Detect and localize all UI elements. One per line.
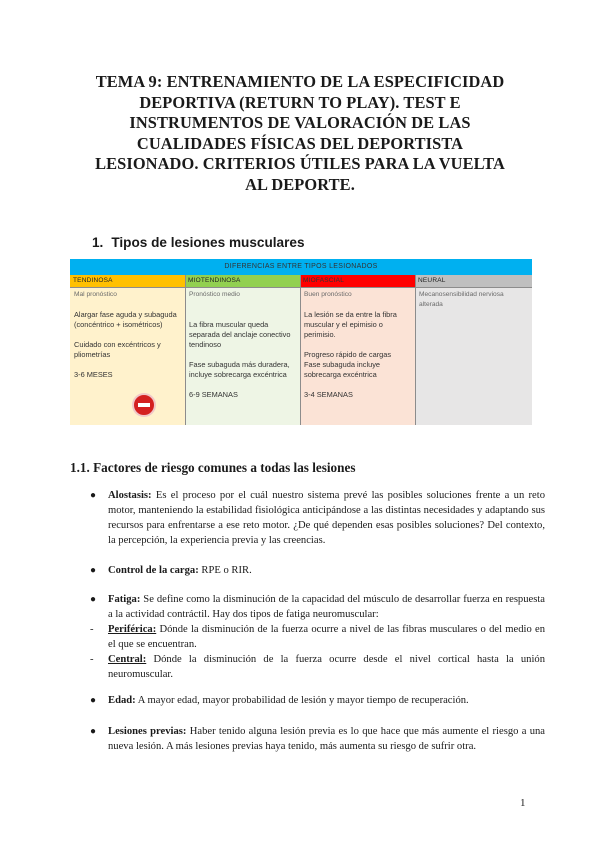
sub-item-term: Central: bbox=[108, 654, 147, 665]
bullet-icon: ● bbox=[90, 726, 97, 737]
list-item bbox=[90, 488, 545, 548]
bullet-icon: ● bbox=[90, 594, 97, 605]
bullet-icon: ● bbox=[90, 565, 97, 576]
page-title bbox=[70, 72, 530, 196]
section-title: Tipos de lesiones musculares bbox=[111, 235, 305, 250]
page-number: 1 bbox=[520, 797, 526, 809]
sub-item bbox=[90, 652, 545, 682]
title-line: LESIONADO. CRITERIOS ÚTILES PARA LA VUELTA bbox=[95, 154, 505, 174]
column-subtitle: Mal pronóstico bbox=[74, 291, 117, 298]
item-text: A mayor edad, mayor probabilidad de lesión y mayor tiempo de recuperación. bbox=[135, 695, 469, 706]
column-line: La fibra muscular queda separada del anclaje conectivo tendinoso bbox=[189, 320, 291, 349]
column-line: Cuidado con excéntricos y pliometrías bbox=[74, 340, 161, 359]
item-text: Se define como la disminución de la capacidad del músculo de desarrollar fuerza en respuesta a la actividad contráctil. Hay dos tipos de fatiga neuromuscular: bbox=[108, 594, 545, 620]
sub-item-term: Periférica: bbox=[108, 624, 157, 635]
no-entry-icon bbox=[132, 393, 156, 417]
item-term: Control de la carga: bbox=[108, 565, 199, 576]
column-body bbox=[415, 287, 532, 425]
list-item bbox=[90, 724, 545, 754]
item-term: Edad: bbox=[108, 695, 136, 706]
lesion-types-table bbox=[70, 259, 532, 425]
column-line: 3-6 MESES bbox=[74, 370, 113, 379]
title-line: TEMA 9: ENTRENAMIENTO DE LA ESPECIFICIDAD bbox=[95, 72, 505, 91]
item-term: Fatiga: bbox=[108, 594, 141, 605]
table-divider bbox=[185, 275, 186, 425]
column-neural bbox=[415, 275, 532, 425]
column-header: NEURAL bbox=[415, 275, 532, 287]
column-miofascial bbox=[300, 275, 415, 425]
dash-icon: - bbox=[90, 624, 94, 635]
item-term: Lesiones previas: bbox=[108, 726, 187, 737]
item-term: Alostasis: bbox=[108, 490, 152, 501]
column-line: Alargar fase aguda y subaguda (concéntrico + isométricos) bbox=[74, 310, 177, 329]
table-divider bbox=[70, 287, 532, 288]
column-line: 3-4 SEMANAS bbox=[304, 390, 353, 399]
column-body bbox=[300, 287, 415, 425]
title-line: AL DEPORTE. bbox=[245, 174, 355, 194]
column-line: Mecanosensibilidad nerviosa alterada bbox=[419, 291, 504, 308]
list-item bbox=[90, 693, 545, 708]
bullet-icon: ● bbox=[90, 695, 97, 706]
column-tendinosa bbox=[70, 275, 185, 425]
column-header: TENDINOSA bbox=[70, 275, 185, 287]
column-line: Fase subaguda incluye sobrecarga excéntrica bbox=[304, 360, 381, 379]
item-text: RPE o RIR. bbox=[198, 565, 252, 576]
column-miotendinosa bbox=[185, 275, 300, 425]
title-line: CUALIDADES FÍSICAS DEL DEPORTISTA bbox=[136, 133, 464, 153]
column-subtitle: Buen pronóstico bbox=[304, 291, 352, 298]
column-header: MIOFASCIAL bbox=[300, 275, 415, 287]
table-banner: DIFERENCIAS ENTRE TIPOS LESIONADOS bbox=[70, 259, 532, 275]
title-line: INSTRUMENTOS DE VALORACIÓN DE LAS bbox=[129, 113, 471, 133]
column-line: La lesión se da entre la fibra muscular y el epimisio o perimisio. bbox=[304, 310, 397, 339]
item-text: Haber tenido alguna lesión previa es lo que hace que más aumente el riesgo a una nueva lesión. A más lesiones previas haya tenido, más aumenta su riesgo de sufrir otra. bbox=[108, 726, 545, 752]
sub-item-text: Dónde la disminución de la fuerza ocurre a nivel de las fibras musculares o del medio en el que se encuentran. bbox=[108, 624, 545, 650]
column-subtitle: Pronóstico medio bbox=[189, 291, 240, 298]
table-divider bbox=[415, 275, 416, 425]
list-item bbox=[90, 563, 545, 578]
column-body bbox=[185, 287, 300, 425]
column-line: Fase subaguda más duradera, incluye sobrecarga excéntrica bbox=[189, 360, 290, 379]
title-line: DEPORTIVA (RETURN TO PLAY). TEST E bbox=[139, 92, 461, 112]
table-divider bbox=[300, 275, 301, 425]
sub-item bbox=[90, 622, 545, 652]
sub-item-text: Dónde la disminución de la fuerza ocurre desde el nivel cortical hasta la unión neuromuscular. bbox=[108, 654, 545, 680]
dash-icon: - bbox=[90, 654, 94, 665]
column-line: Progreso rápido de cargas bbox=[304, 350, 392, 359]
bullet-icon: ● bbox=[90, 490, 97, 501]
item-text: Es el proceso por el cuál nuestro sistema prevé las posibles soluciones frente a un reto motor, manteniendo la estabilidad fisiológica anticipándose a las distintas necesidades y adaptando sus recursos para enfrentarse a ese reto motor. ¿De qué dependen esas posibles soluciones? Del contexto, la percepción, la experiencia previa y las creencias. bbox=[108, 490, 545, 546]
section-number: 1. bbox=[92, 235, 104, 250]
column-line: 6-9 SEMANAS bbox=[189, 390, 238, 399]
column-body bbox=[70, 287, 185, 425]
column-header: MIOTENDINOSA bbox=[185, 275, 300, 287]
list-item bbox=[90, 592, 545, 682]
section-heading-1-1: 1.1. Factores de riesgo comunes a todas las lesiones bbox=[70, 460, 356, 475]
section-heading-1 bbox=[92, 235, 305, 250]
